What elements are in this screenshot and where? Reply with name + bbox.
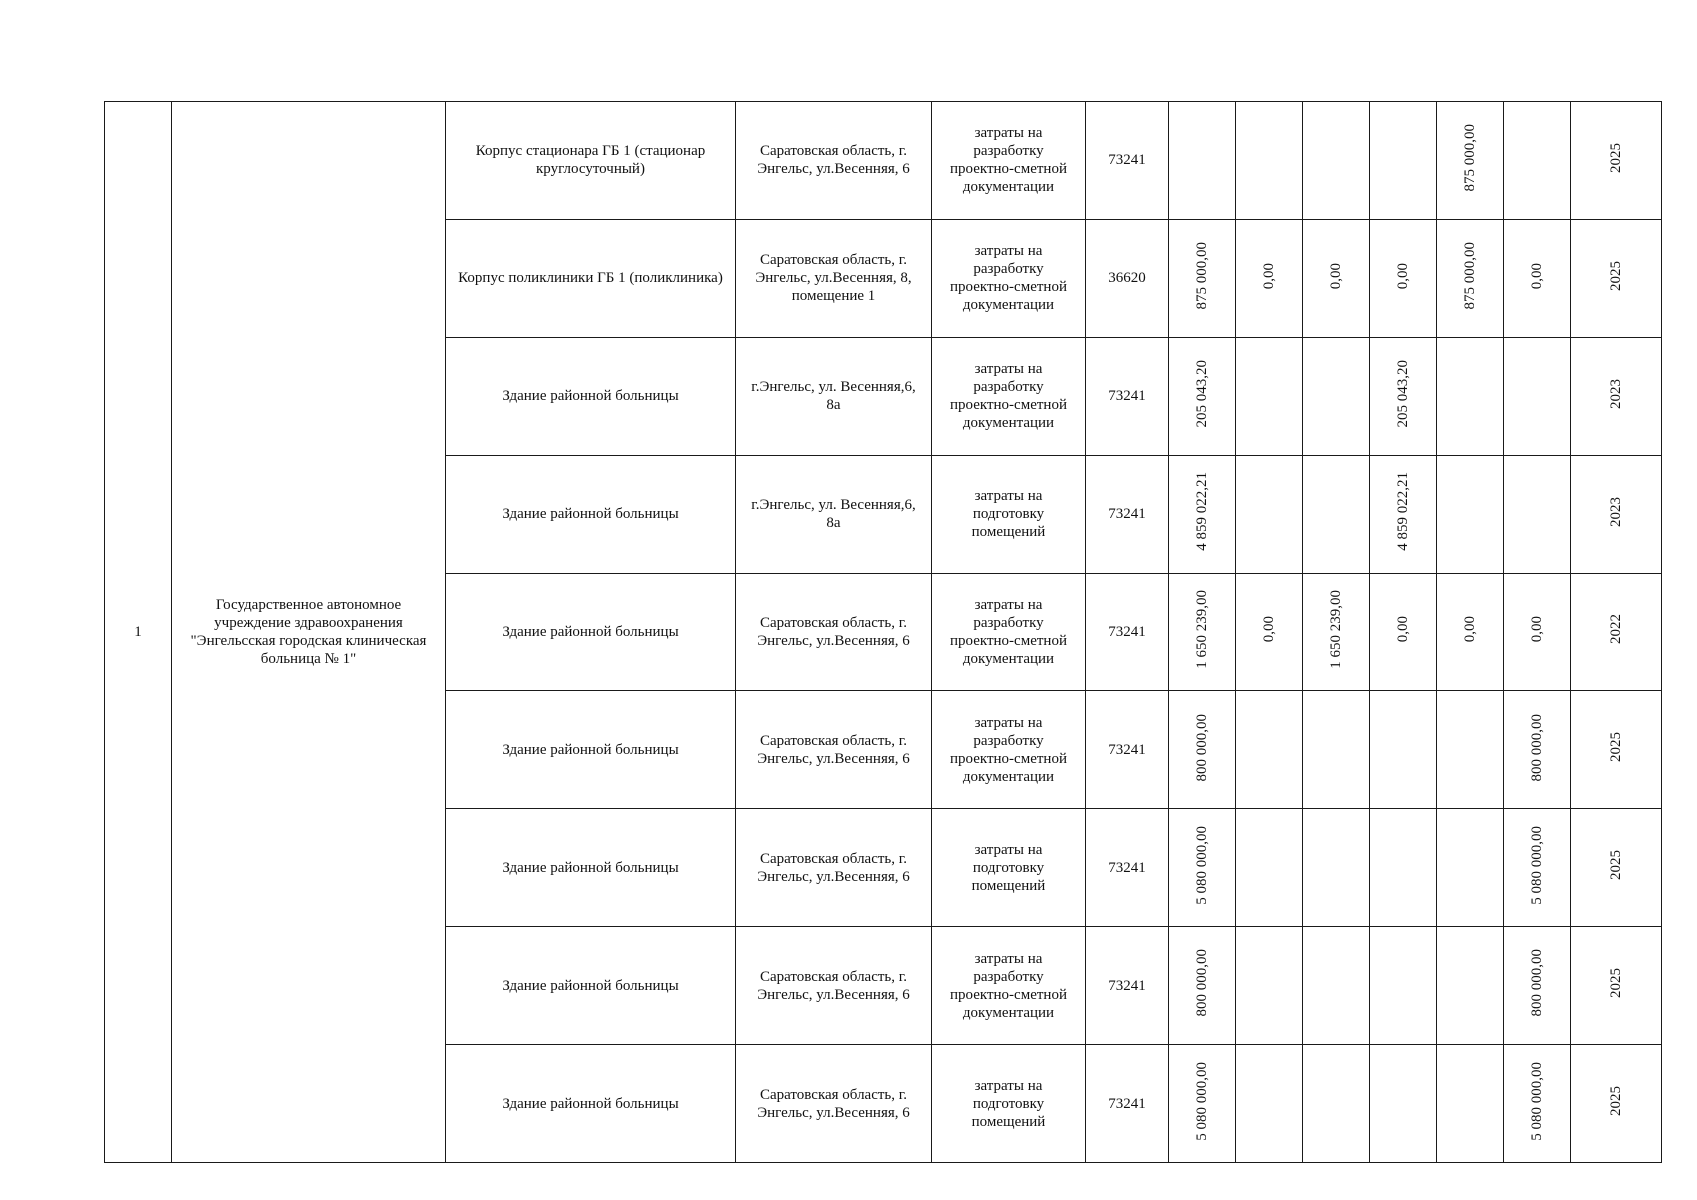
code-value: 73241 <box>1108 977 1146 994</box>
amount-cell-5 <box>1504 219 1571 337</box>
total-amount-value: 875 000,00 <box>1194 242 1210 310</box>
year-value: 2025 <box>1608 1086 1624 1116</box>
address-cell <box>736 927 932 1045</box>
total-amount-cell <box>1169 573 1236 691</box>
code-cell <box>1086 219 1169 337</box>
code-cell <box>1086 337 1169 455</box>
amount-value-4: 0,00 <box>1462 616 1478 643</box>
institution-name: Государственное автономное учреждение здравоохранения "Энгельсская городская клиническая больница № 1" <box>190 597 427 667</box>
amount-cell-4 <box>1437 219 1504 337</box>
year-cell <box>1571 927 1662 1045</box>
total-amount-value: 800 000,00 <box>1194 949 1210 1017</box>
amount-cell-3 <box>1370 691 1437 809</box>
code-value: 73241 <box>1108 1095 1146 1112</box>
amount-cell-3 <box>1370 809 1437 927</box>
code-value: 73241 <box>1108 741 1146 758</box>
amount-cell-2 <box>1303 573 1370 691</box>
amount-cell-3 <box>1370 1045 1437 1163</box>
address-value: Саратовская область, г. Энгельс, ул.Весенняя, 6 <box>757 1086 910 1121</box>
total-amount-cell <box>1169 219 1236 337</box>
purpose-cell <box>932 573 1086 691</box>
amount-value-2: 0,00 <box>1328 262 1344 289</box>
object-cell <box>446 455 736 573</box>
amount-cell-3 <box>1370 927 1437 1045</box>
code-cell <box>1086 809 1169 927</box>
amount-value-5: 800 000,00 <box>1529 949 1545 1017</box>
amount-cell-5 <box>1504 809 1571 927</box>
address-value: г.Энгельс, ул. Весенняя,6, 8а <box>751 497 916 532</box>
code-cell <box>1086 455 1169 573</box>
year-value: 2025 <box>1608 850 1624 881</box>
total-amount-cell <box>1169 455 1236 573</box>
total-amount-value: 4 859 022,21 <box>1194 472 1210 551</box>
amount-value-5: 0,00 <box>1529 262 1545 289</box>
object-value: Здание районной больницы <box>502 977 679 994</box>
amount-cell-1 <box>1236 455 1303 573</box>
purpose-value: затраты на разработку проектно-сметной документации <box>950 714 1067 785</box>
amount-value-3: 205 043,20 <box>1395 359 1411 428</box>
object-value: Здание районной больницы <box>502 506 679 523</box>
amount-value-5: 800 000,00 <box>1529 713 1545 782</box>
object-cell <box>446 691 736 809</box>
amount-value-2: 1 650 239,00 <box>1328 590 1344 669</box>
address-value: г.Энгельс, ул. Весенняя,6, 8а <box>751 379 916 414</box>
object-cell <box>446 337 736 455</box>
code-value: 36620 <box>1108 270 1146 287</box>
code-value: 73241 <box>1108 859 1146 876</box>
year-cell <box>1571 102 1662 220</box>
amount-value-1: 0,00 <box>1261 616 1277 643</box>
code-value: 73241 <box>1108 152 1146 169</box>
total-amount-value: 5 080 000,00 <box>1194 1061 1210 1141</box>
amount-cell-1 <box>1236 691 1303 809</box>
object-cell <box>446 927 736 1045</box>
amount-cell-5 <box>1504 927 1571 1045</box>
total-amount-cell <box>1169 102 1236 220</box>
purpose-cell <box>932 691 1086 809</box>
amount-cell-5 <box>1504 573 1571 691</box>
amount-cell-4 <box>1437 337 1504 455</box>
address-value: Саратовская область, г. Энгельс, ул.Весенняя, 6 <box>757 143 910 178</box>
address-cell <box>736 691 932 809</box>
amount-cell-1 <box>1236 1045 1303 1163</box>
amount-cell-1 <box>1236 219 1303 337</box>
purpose-value: затраты на разработку проектно-сметной документации <box>950 125 1067 196</box>
amount-cell-5 <box>1504 455 1571 573</box>
purpose-cell <box>932 809 1086 927</box>
purpose-cell <box>932 219 1086 337</box>
amount-value-3: 4 859 022,21 <box>1395 472 1411 551</box>
amount-value-4: 875 000,00 <box>1462 124 1478 192</box>
total-amount-value: 800 000,00 <box>1194 713 1210 782</box>
row-number-cell <box>105 102 172 1163</box>
object-value: Здание районной больницы <box>502 741 679 758</box>
amount-cell-2 <box>1303 809 1370 927</box>
year-cell <box>1571 809 1662 927</box>
total-amount-cell <box>1169 337 1236 455</box>
amount-value-3: 0,00 <box>1395 616 1411 643</box>
address-cell <box>736 573 932 691</box>
purpose-cell <box>932 102 1086 220</box>
amount-value-5: 0,00 <box>1529 616 1545 643</box>
amount-cell-2 <box>1303 102 1370 220</box>
purpose-value: затраты на подготовку помещений <box>971 1077 1046 1130</box>
amount-cell-2 <box>1303 1045 1370 1163</box>
address-value: Саратовская область, г. Энгельс, ул.Весенняя, 6 <box>757 732 910 767</box>
address-value: Саратовская область, г. Энгельс, ул.Весенняя, 6 <box>757 850 910 885</box>
object-value: Корпус поликлиники ГБ 1 (поликлиника) <box>458 270 723 287</box>
total-amount-cell <box>1169 691 1236 809</box>
year-value: 2025 <box>1608 732 1624 763</box>
amount-value-5: 5 080 000,00 <box>1529 825 1545 905</box>
amount-cell-1 <box>1236 809 1303 927</box>
address-cell <box>736 809 932 927</box>
year-cell <box>1571 573 1662 691</box>
object-cell <box>446 1045 736 1163</box>
amount-cell-4 <box>1437 455 1504 573</box>
address-cell <box>736 1045 932 1163</box>
amount-value-3: 0,00 <box>1395 262 1411 289</box>
object-cell <box>446 102 736 220</box>
purpose-cell <box>932 337 1086 455</box>
purpose-cell <box>932 927 1086 1045</box>
year-value: 2025 <box>1608 968 1624 999</box>
amount-cell-3 <box>1370 219 1437 337</box>
total-amount-cell <box>1169 927 1236 1045</box>
address-value: Саратовская область, г. Энгельс, ул.Весенняя, 8, помещение 1 <box>755 252 912 305</box>
amount-cell-5 <box>1504 1045 1571 1163</box>
address-value: Саратовская область, г. Энгельс, ул.Весенняя, 6 <box>757 614 910 649</box>
code-cell <box>1086 927 1169 1045</box>
purpose-value: затраты на разработку проектно-сметной документации <box>950 361 1067 432</box>
table-row <box>105 102 1662 220</box>
amount-value-1: 0,00 <box>1261 262 1277 289</box>
code-value: 73241 <box>1108 623 1146 640</box>
amount-cell-4 <box>1437 102 1504 220</box>
address-value: Саратовская область, г. Энгельс, ул.Весенняя, 6 <box>757 968 910 1003</box>
purpose-cell <box>932 455 1086 573</box>
total-amount-value: 205 043,20 <box>1194 359 1210 428</box>
year-cell <box>1571 455 1662 573</box>
amount-cell-3 <box>1370 102 1437 220</box>
code-value: 73241 <box>1108 388 1146 405</box>
amount-cell-1 <box>1236 927 1303 1045</box>
amount-cell-2 <box>1303 455 1370 573</box>
amount-cell-3 <box>1370 455 1437 573</box>
amount-cell-4 <box>1437 809 1504 927</box>
object-cell <box>446 573 736 691</box>
year-value: 2022 <box>1608 614 1624 645</box>
amount-value-5: 5 080 000,00 <box>1529 1061 1545 1141</box>
amount-cell-4 <box>1437 573 1504 691</box>
year-cell <box>1571 691 1662 809</box>
purpose-value: затраты на разработку проектно-сметной документации <box>950 243 1067 314</box>
amount-value-4: 875 000,00 <box>1462 242 1478 310</box>
year-cell <box>1571 1045 1662 1163</box>
year-value: 2025 <box>1608 142 1624 173</box>
object-value: Здание районной больницы <box>502 623 679 640</box>
amount-cell-1 <box>1236 102 1303 220</box>
address-cell <box>736 102 932 220</box>
year-cell <box>1571 337 1662 455</box>
amount-cell-5 <box>1504 102 1571 220</box>
amount-cell-4 <box>1437 691 1504 809</box>
address-cell <box>736 219 932 337</box>
amount-cell-5 <box>1504 691 1571 809</box>
row-number: 1 <box>134 624 142 640</box>
total-amount-cell <box>1169 1045 1236 1163</box>
year-value: 2025 <box>1608 260 1624 291</box>
code-value: 73241 <box>1108 506 1146 523</box>
year-cell <box>1571 219 1662 337</box>
object-cell <box>446 219 736 337</box>
year-value: 2023 <box>1608 496 1624 527</box>
code-cell <box>1086 573 1169 691</box>
total-amount-cell <box>1169 809 1236 927</box>
purpose-cell <box>932 1045 1086 1163</box>
code-cell <box>1086 1045 1169 1163</box>
code-cell <box>1086 102 1169 220</box>
object-value: Корпус стационара ГБ 1 (стационар круглосуточный) <box>475 143 706 178</box>
object-value: Здание районной больницы <box>502 859 679 876</box>
year-value: 2023 <box>1608 378 1624 409</box>
address-cell <box>736 455 932 573</box>
object-value: Здание районной больницы <box>502 388 679 405</box>
amount-cell-2 <box>1303 691 1370 809</box>
amount-cell-3 <box>1370 337 1437 455</box>
amount-cell-4 <box>1437 1045 1504 1163</box>
purpose-value: затраты на подготовку помещений <box>971 841 1046 894</box>
document-table <box>104 101 1662 1163</box>
amount-cell-2 <box>1303 927 1370 1045</box>
amount-cell-3 <box>1370 573 1437 691</box>
amount-cell-4 <box>1437 927 1504 1045</box>
amount-cell-2 <box>1303 337 1370 455</box>
total-amount-value: 5 080 000,00 <box>1194 825 1210 905</box>
amount-cell-1 <box>1236 573 1303 691</box>
amount-cell-2 <box>1303 219 1370 337</box>
total-amount-value: 1 650 239,00 <box>1194 590 1210 669</box>
object-cell <box>446 809 736 927</box>
object-value: Здание районной больницы <box>502 1095 679 1112</box>
purpose-value: затраты на разработку проектно-сметной документации <box>950 596 1067 667</box>
purpose-value: затраты на разработку проектно-сметной документации <box>950 950 1067 1021</box>
purpose-value: затраты на подготовку помещений <box>971 488 1046 541</box>
amount-cell-5 <box>1504 337 1571 455</box>
institution-cell <box>172 102 446 1163</box>
address-cell <box>736 337 932 455</box>
code-cell <box>1086 691 1169 809</box>
amount-cell-1 <box>1236 337 1303 455</box>
